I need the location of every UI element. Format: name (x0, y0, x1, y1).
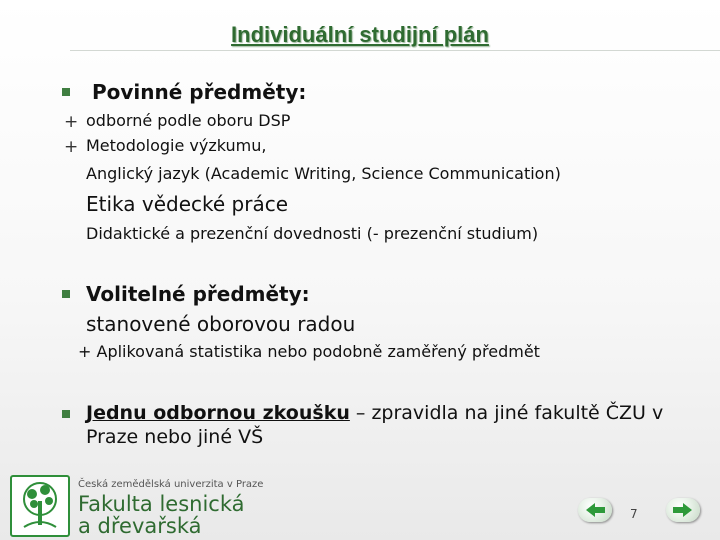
section2-item: + Aplikovaná statistika nebo podobně zaměřený předmět (78, 342, 540, 361)
page-title: Individuální studijní plán (231, 22, 489, 47)
logo-university: Česká zemědělská univerzita v Praze (78, 479, 264, 490)
arrow-right-icon (666, 498, 700, 522)
next-slide-button[interactable] (666, 498, 700, 522)
faculty-logo (10, 475, 70, 537)
section3-line2: Praze nebo jiné VŠ (86, 426, 264, 448)
section1-line-ethics: Etika vědecké práce (86, 192, 289, 216)
section3-line1 (86, 402, 663, 424)
logo-faculty-line1: Fakulta lesnická (78, 492, 245, 516)
section1-heading: Povinné předměty: (92, 80, 307, 104)
logo-faculty-line2: a dřevařská (78, 514, 202, 538)
section2-heading: Volitelné předměty: (86, 282, 310, 306)
section2-line2: stanovené oborovou radou (86, 312, 356, 336)
square-bullet-icon (62, 290, 70, 298)
section1-line-didactic: Didaktické a prezenční dovednosti (- prezenční studium) (86, 224, 539, 243)
arrow-left-icon (578, 498, 612, 522)
tree-icon (12, 477, 68, 535)
square-bullet-icon (62, 88, 70, 96)
prev-slide-button[interactable] (578, 498, 612, 522)
square-bullet-icon (62, 410, 70, 418)
section1-item-2: Metodologie výzkumu, (86, 136, 267, 155)
section3-rest: – zpravidla na jiné fakultě ČZU v (349, 402, 664, 424)
section3-bold: Jednu odbornou zkoušku (86, 402, 350, 424)
section1-line-english: Anglický jazyk (Academic Writing, Science Communication) (86, 164, 561, 183)
plus-icon: + (64, 137, 79, 157)
section1-item-1: odborné podle oboru DSP (86, 111, 291, 130)
plus-icon: + (64, 112, 79, 132)
page-number: 7 (630, 507, 638, 521)
title-divider (70, 50, 720, 51)
